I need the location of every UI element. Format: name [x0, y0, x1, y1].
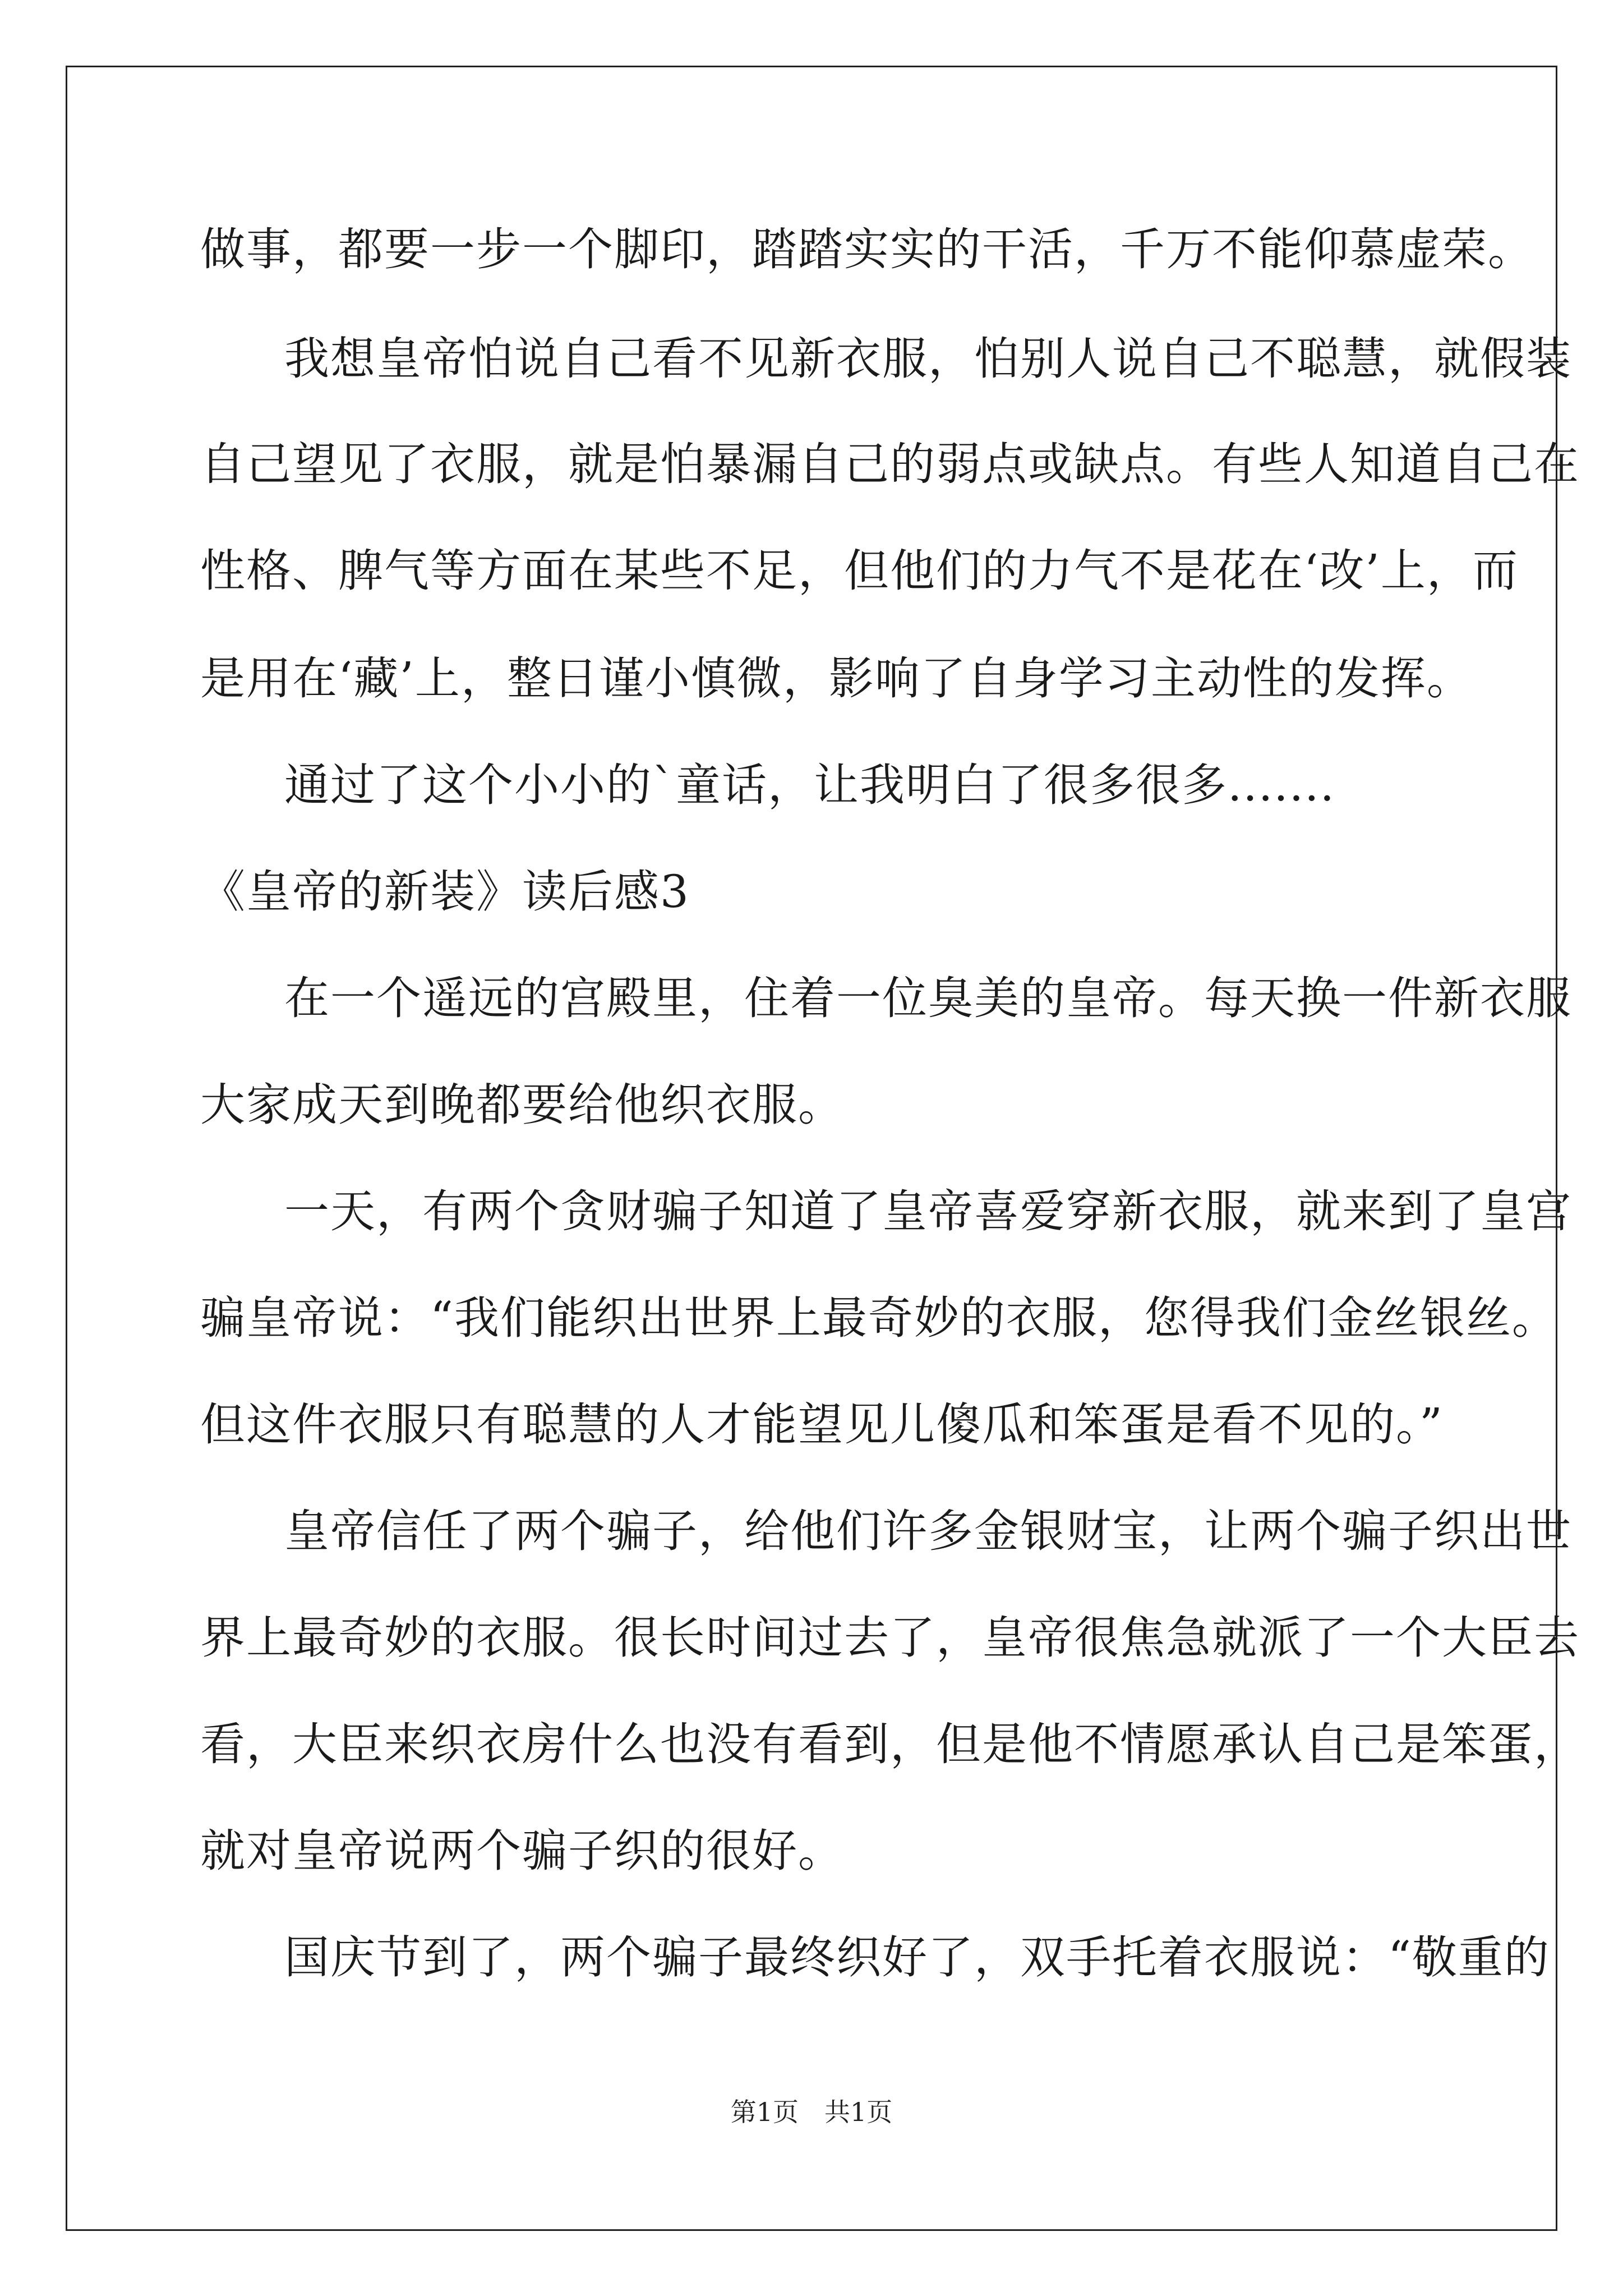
paragraph-start: 皇帝信任了两个骗子，给他们许多金银财宝，让两个骗子织出世 [284, 1505, 1572, 1557]
text-line: 骗皇帝说：“我们能织出世界上最奇妙的衣服，您得我们金丝银丝。 [200, 1292, 1558, 1344]
page-number-footer: 第1页 共1页 [730, 2097, 893, 2127]
paragraph-start: 通过了这个小小的`童话，让我明白了很多很多....... [284, 759, 1336, 811]
text-line: 性格、脾气等方面在某些不足，但他们的力气不是花在‘改’上，而 [200, 545, 1519, 597]
paragraph-start: 一天，有两个贪财骗子知道了皇帝喜爱穿新衣服，就来到了皇宫 [284, 1185, 1572, 1237]
text-line: 大家成天到晚都要给他织衣服。 [200, 1079, 844, 1131]
paragraph-start: 在一个遥远的宫殿里，住着一位臭美的皇帝。每天换一件新衣服 [284, 972, 1572, 1024]
page-border [66, 66, 1557, 2231]
paragraph-start: 我想皇帝怕说自己看不见新衣服，怕别人说自己不聪慧，就假装 [284, 333, 1572, 385]
paragraph-start: 国庆节到了，两个骗子最终织好了，双手托着衣服说：“敬重的 [284, 1931, 1550, 1984]
text-line: 自己望见了衣服，就是怕暴漏自己的弱点或缺点。有些人知道自己在 [200, 438, 1580, 490]
text-line: 但这件衣服只有聪慧的人才能望见儿傻瓜和笨蛋是看不见的。” [200, 1398, 1444, 1451]
text-line: 做事，都要一步一个脚印，踏踏实实的干活，千万不能仰慕虚荣。 [200, 223, 1534, 275]
text-line: 就对皇帝说两个骗子织的很好。 [200, 1825, 844, 1877]
text-line: 界上最奇妙的衣服。很长时间过去了，皇帝很焦急就派了一个大臣去 [200, 1612, 1580, 1664]
text-line: 是用在‘藏’上，整日谨小慎微，影响了自身学习主动性的发挥。 [200, 652, 1473, 705]
section-heading: 《皇帝的新装》读后感3 [200, 866, 690, 918]
text-line: 看，大臣来织衣房什么也没有看到，但是他不情愿承认自己是笨蛋， [200, 1718, 1580, 1770]
